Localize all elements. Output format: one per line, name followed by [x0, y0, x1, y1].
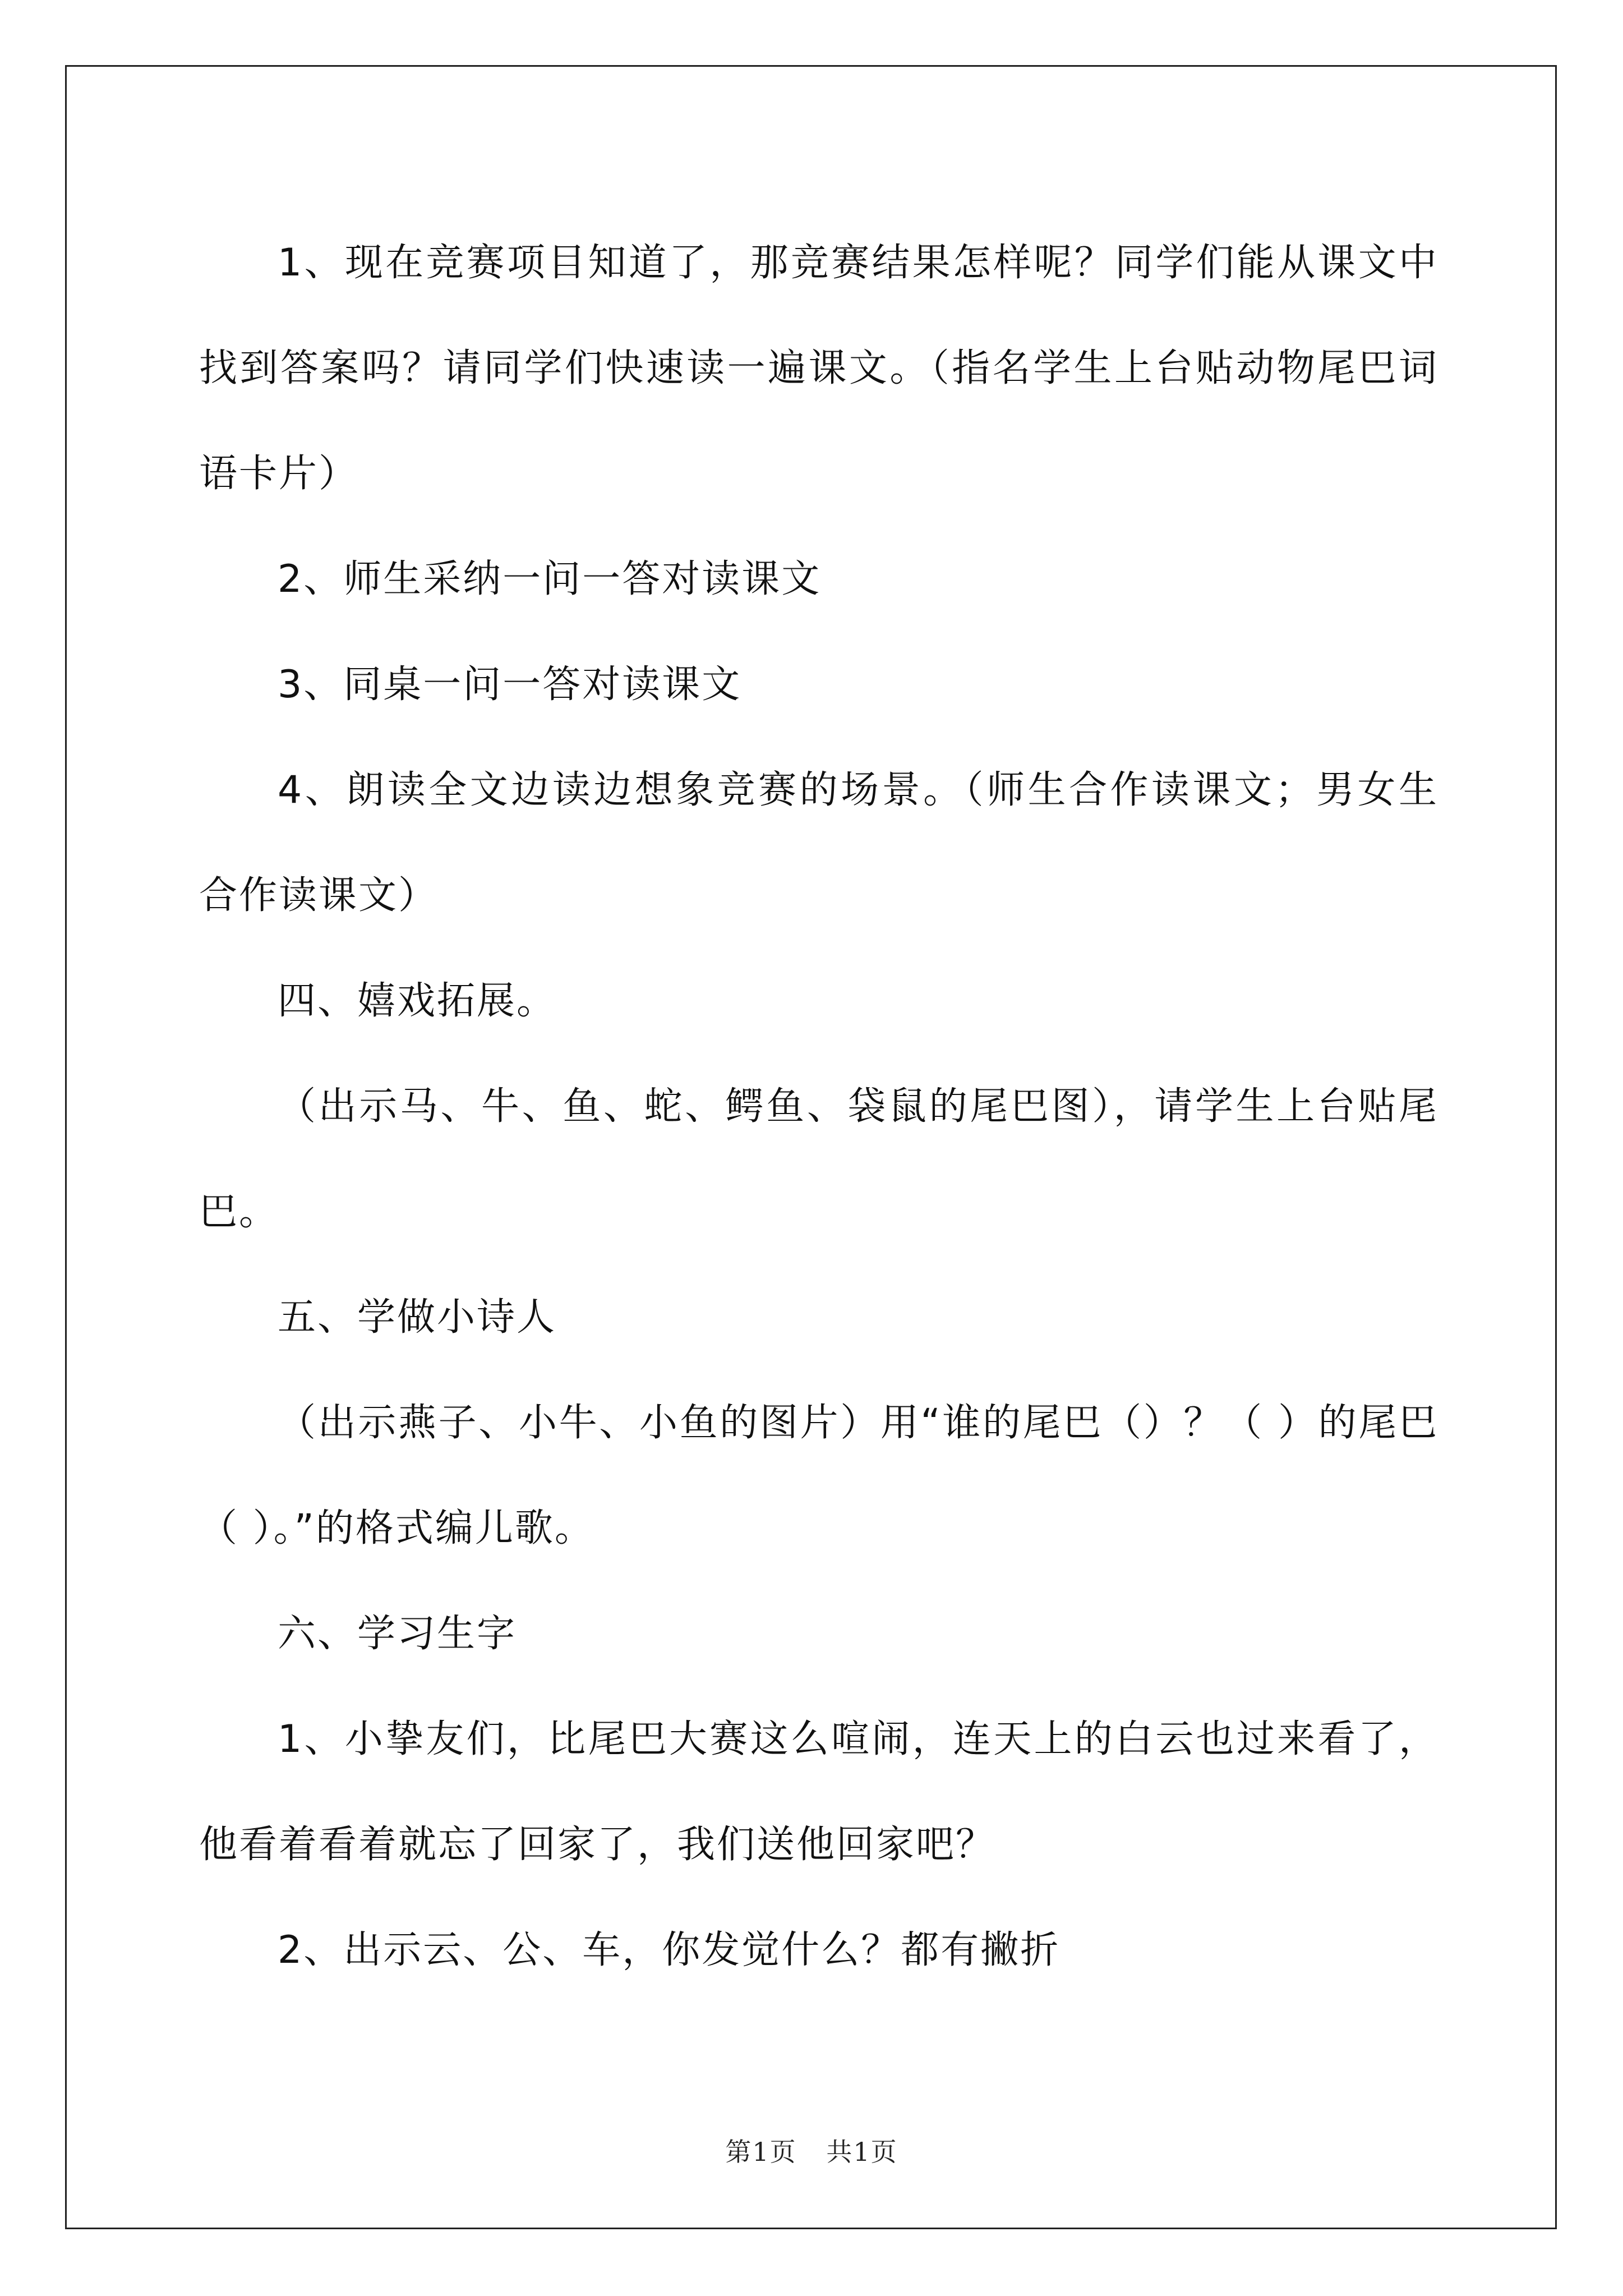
paragraph-8: 2、出示云、公、车，你发觉什么？都有撇折: [278, 1928, 1061, 1972]
section-heading-5: 五、学做小诗人: [278, 1295, 557, 1340]
paragraph-2: 2、师生采纳一问一答对读课文: [278, 557, 822, 601]
paragraph-5: （出示马、牛、鱼、蛇、鳄鱼、袋鼠的尾巴图），请学生上台贴尾巴。: [199, 1084, 1438, 1234]
section-heading-4: 四、嬉戏拓展。: [278, 979, 557, 1023]
paragraph-3: 3、同桌一问一答对读课文: [278, 662, 742, 707]
paragraph-6: （出示燕子、小牛、小鱼的图片）用“谁的尾巴（）？（ ）的尾巴（ ）。”的格式编儿歌。: [199, 1401, 1438, 1550]
document-body: [199, 210, 1438, 2003]
paragraph-7: 1、小挚友们，比尾巴大赛这么喧闹，连天上的白云也过来看了，他看着看着就忘了回家了，我们送他回家吧？: [199, 1717, 1438, 1867]
section-heading-6: 六、学习生字: [278, 1612, 517, 1656]
page-number-total: 共1页: [826, 2137, 898, 2167]
paragraph-4: 4、朗读全文边读边想象竞赛的场景。（师生合作读课文；男女生合作读课文）: [199, 768, 1438, 918]
page-number-current: 第1页: [725, 2137, 797, 2167]
page-footer: [0, 2132, 1623, 2169]
paragraph-1: 1、现在竞赛项目知道了，那竞赛结果怎样呢？同学们能从课文中找到答案吗？请同学们快速读一遍课文。（指名学生上台贴动物尾巴词语卡片）: [199, 241, 1438, 496]
